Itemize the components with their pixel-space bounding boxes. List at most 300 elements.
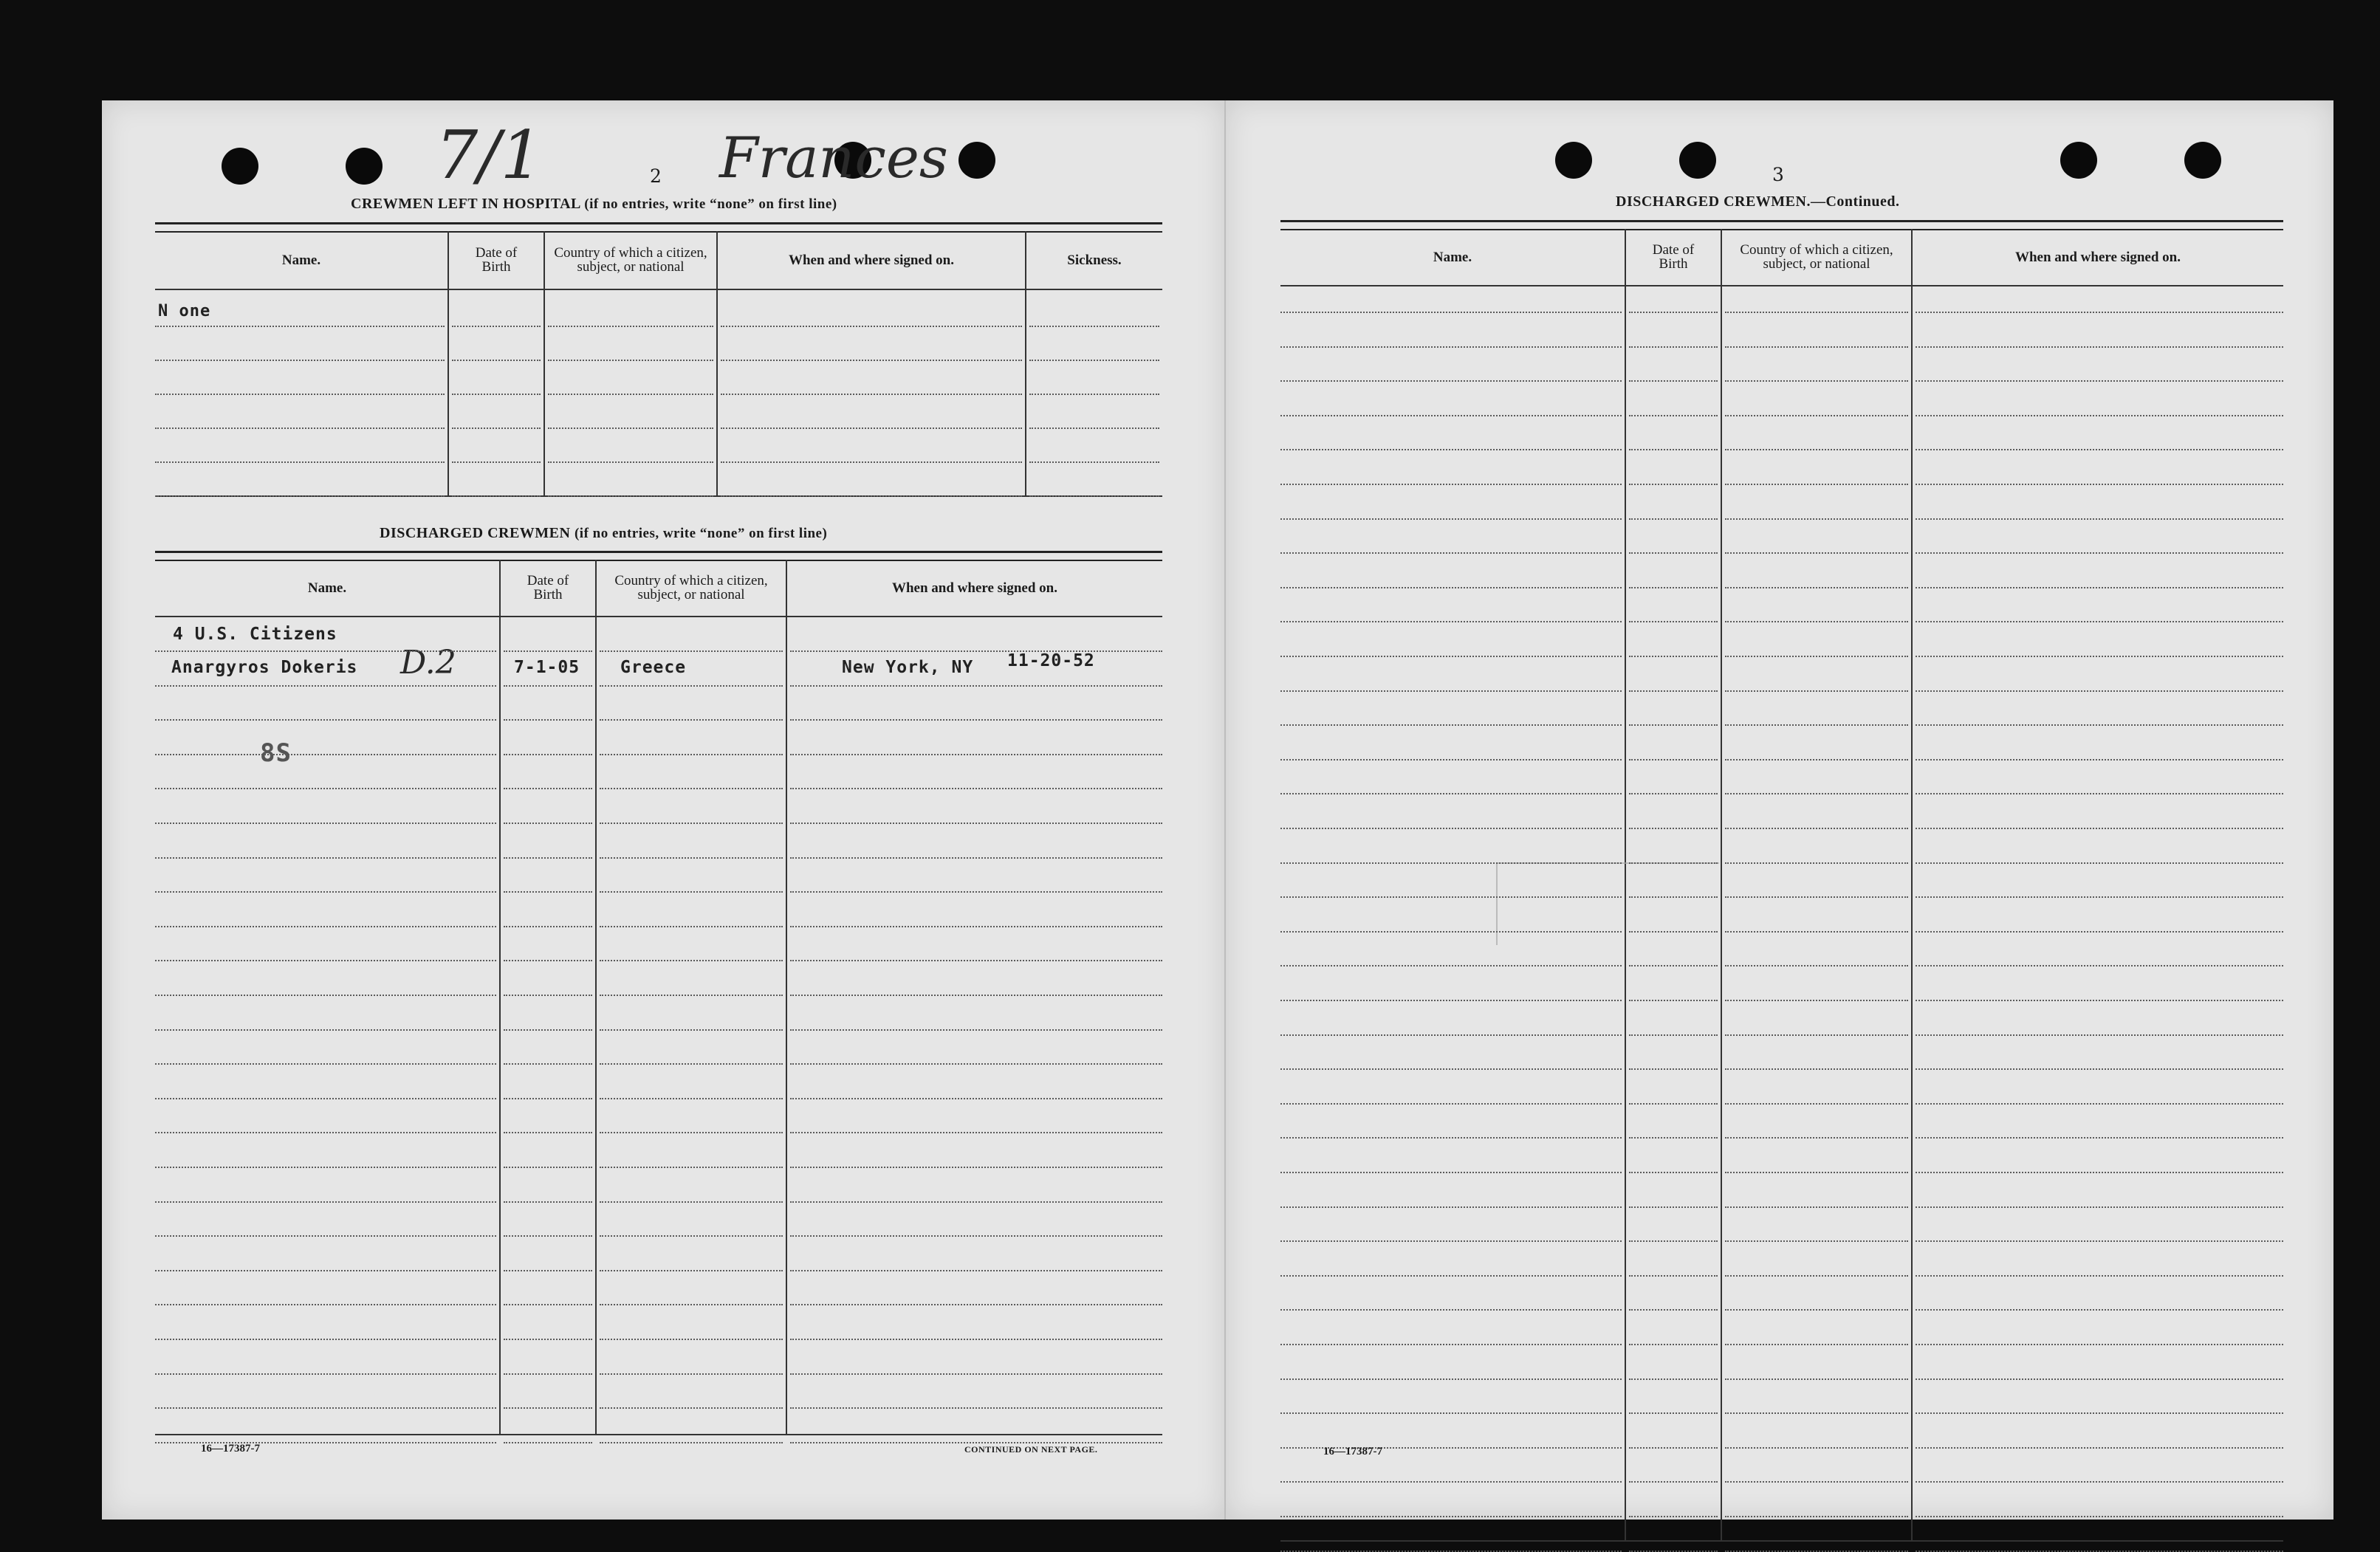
- dotted-entry-line: [1280, 1240, 1622, 1242]
- dotted-entry-line: [1280, 1172, 1622, 1173]
- dotted-entry-line: [1916, 690, 2283, 692]
- dotted-entry-line: [1916, 1481, 2283, 1483]
- dotted-entry-line: [504, 1373, 592, 1375]
- dotted-entry-line: [600, 754, 783, 755]
- dotted-entry-line: [1916, 759, 2283, 760]
- dotted-entry-line: [1280, 484, 1622, 485]
- dotted-entry-line: [1629, 346, 1718, 348]
- dotted-entry-line: [1280, 1516, 1622, 1517]
- dotted-entry-line: [1725, 1378, 1908, 1380]
- dotted-entry-line: [1629, 931, 1718, 933]
- dotted-entry-line: [1916, 312, 2283, 313]
- dotted-entry-line: [1916, 1068, 2283, 1070]
- header-signed-on: When and where signed on.: [2014, 249, 2181, 265]
- dotted-entry-line: [155, 1339, 496, 1340]
- form-number: 16—17387-7: [1323, 1446, 1382, 1457]
- dotted-entry-line: [1629, 1344, 1718, 1345]
- dotted-entry-line: [600, 1201, 783, 1203]
- dotted-entry-line: [790, 857, 1162, 859]
- dotted-entry-line: [504, 1167, 592, 1168]
- dotted-entry-line: [1725, 621, 1908, 622]
- dotted-entry-line: [1629, 1034, 1718, 1036]
- dotted-entry-line: [155, 891, 496, 893]
- crewman-country: Greece: [620, 658, 687, 677]
- dotted-entry-line: [155, 428, 445, 429]
- dotted-entry-line: [1916, 1172, 2283, 1173]
- dotted-entry-line: [1725, 1412, 1908, 1414]
- dotted-entry-line: [1725, 1240, 1908, 1242]
- dotted-entry-line: [1725, 1000, 1908, 1001]
- column-divider: [595, 560, 597, 1434]
- dotted-entry-line: [155, 1167, 496, 1168]
- dotted-entry-line: [1280, 724, 1622, 726]
- dotted-entry-line: [504, 891, 592, 893]
- dotted-entry-line: [1629, 449, 1718, 450]
- dotted-entry-line: [1280, 346, 1622, 348]
- dotted-entry-line: [600, 995, 783, 996]
- dotted-entry-line: [155, 1373, 496, 1375]
- column-divider: [716, 231, 718, 495]
- dotted-entry-line: [155, 1201, 496, 1203]
- discharged-title-text: DISCHARGED CREWMEN: [380, 525, 571, 541]
- dotted-entry-line: [504, 823, 592, 824]
- dotted-entry-line: [1629, 1206, 1718, 1208]
- dotted-entry-line: [1629, 1309, 1718, 1311]
- dotted-entry-line: [790, 650, 1162, 652]
- dotted-entry-line: [548, 461, 713, 463]
- dotted-entry-line: [790, 1373, 1162, 1375]
- dotted-entry-line: [1725, 312, 1908, 313]
- dotted-entry-line: [790, 1442, 1162, 1443]
- dotted-entry-line: [721, 326, 1022, 327]
- header-date-of-birth: Date of Birth: [475, 245, 518, 275]
- dotted-entry-line: [1725, 1447, 1908, 1449]
- dotted-entry-line: [1629, 552, 1718, 554]
- dotted-entry-line: [1916, 1378, 2283, 1380]
- dotted-entry-line: [1916, 449, 2283, 450]
- dotted-entry-line: [1725, 380, 1908, 382]
- page-number: 3: [1772, 164, 1784, 185]
- header-rule: [1280, 285, 2283, 286]
- dotted-entry-line: [600, 857, 783, 859]
- dotted-entry-line: [600, 1132, 783, 1133]
- dotted-entry-line: [1280, 552, 1622, 554]
- punch-hole: [2184, 142, 2221, 179]
- column-divider: [499, 560, 501, 1434]
- dotted-entry-line: [1916, 1309, 2283, 1311]
- dotted-entry-line: [1629, 690, 1718, 692]
- column-divider: [1721, 229, 1722, 1540]
- right-section-title: DISCHARGED CREWMEN.—Continued.: [1616, 193, 1900, 210]
- dotted-entry-line: [790, 1063, 1162, 1065]
- dotted-entry-line: [790, 1201, 1162, 1203]
- dotted-entry-line: [1916, 1103, 2283, 1105]
- column-divider: [786, 560, 787, 1434]
- dotted-entry-line: [1629, 965, 1718, 966]
- dotted-entry-line: [155, 960, 496, 961]
- dotted-entry-line: [1629, 793, 1718, 794]
- dotted-entry-line: [1916, 1412, 2283, 1414]
- left-page: [102, 100, 1224, 1520]
- dotted-entry-line: [1280, 1068, 1622, 1070]
- dotted-entry-line: [790, 1132, 1162, 1133]
- us-citizens-note: 4 U.S. Citizens: [173, 625, 337, 644]
- dotted-entry-line: [1725, 415, 1908, 416]
- dotted-entry-line: [1029, 461, 1159, 463]
- column-divider: [1911, 229, 1913, 1540]
- dotted-entry-line: [504, 1304, 592, 1305]
- handwritten-mark: 7/1: [436, 117, 543, 194]
- discharged-table: [155, 551, 1162, 1434]
- dotted-entry-line: [155, 1270, 496, 1271]
- dotted-entry-line: [504, 1132, 592, 1133]
- dotted-entry-line: [452, 326, 541, 327]
- dotted-entry-line: [1725, 1103, 1908, 1105]
- dotted-entry-line: [1725, 1344, 1908, 1345]
- dotted-entry-line: [600, 1442, 783, 1443]
- dotted-entry-line: [1725, 518, 1908, 520]
- header-country: Country of which a citizen, subject, or national: [554, 245, 707, 275]
- dotted-entry-line: [504, 1270, 592, 1271]
- right-page: [1224, 100, 2333, 1520]
- dotted-entry-line: [1280, 656, 1622, 657]
- dotted-entry-line: [504, 1098, 592, 1099]
- dotted-entry-line: [504, 995, 592, 996]
- dotted-entry-line: [1725, 656, 1908, 657]
- dotted-entry-line: [155, 1304, 496, 1305]
- crewman-signed-on-date: 11-20-52: [1007, 651, 1095, 670]
- dotted-entry-line: [1029, 394, 1159, 395]
- dotted-entry-line: [1029, 360, 1159, 361]
- dotted-entry-line: [504, 685, 592, 687]
- dotted-entry-line: [600, 1098, 783, 1099]
- hospital-title-text: CREWMEN LEFT IN HOSPITAL: [351, 196, 580, 212]
- header-country: Country of which a citizen, subject, or national: [1740, 242, 1893, 272]
- dotted-entry-line: [1916, 1275, 2283, 1277]
- hospital-entry: N one: [158, 302, 211, 320]
- header-name: Name.: [307, 580, 347, 596]
- dotted-entry-line: [1280, 1378, 1622, 1380]
- dotted-entry-line: [1280, 965, 1622, 966]
- dotted-entry-line: [1629, 415, 1718, 416]
- dotted-entry-line: [1916, 965, 2283, 966]
- dotted-entry-line: [1725, 1516, 1908, 1517]
- dotted-entry-line: [1280, 896, 1622, 898]
- dotted-entry-line: [600, 719, 783, 721]
- dotted-entry-line: [1280, 449, 1622, 450]
- punch-hole: [1679, 142, 1716, 179]
- dotted-entry-line: [600, 788, 783, 789]
- dotted-entry-line: [1916, 1137, 2283, 1139]
- dotted-entry-line: [1280, 518, 1622, 520]
- handwritten-name: Frances: [719, 125, 948, 190]
- dotted-entry-line: [1280, 1034, 1622, 1036]
- header-rule: [155, 289, 1162, 290]
- dotted-entry-line: [155, 461, 445, 463]
- header-rule: [155, 616, 1162, 617]
- dotted-entry-line: [1629, 1137, 1718, 1139]
- right-discharged-table: [1280, 220, 2283, 1540]
- dotted-entry-line: [1629, 621, 1718, 622]
- dotted-entry-line: [790, 926, 1162, 927]
- punch-hole: [958, 142, 995, 179]
- dotted-entry-line: [548, 394, 713, 395]
- dotted-entry-line: [504, 1407, 592, 1409]
- dotted-entry-line: [155, 1029, 496, 1031]
- dotted-entry-line: [155, 788, 496, 789]
- dotted-entry-line: [790, 1270, 1162, 1271]
- header-signed-on: When and where signed on.: [891, 580, 1057, 596]
- dotted-entry-line: [504, 754, 592, 755]
- dotted-entry-line: [155, 995, 496, 996]
- column-divider: [543, 231, 545, 495]
- header-country: Country of which a citizen, subject, or national: [614, 573, 768, 602]
- dotted-entry-line: [1916, 828, 2283, 829]
- dotted-entry-line: [1916, 862, 2283, 864]
- dotted-entry-line: [504, 1201, 592, 1203]
- dotted-entry-line: [155, 685, 496, 687]
- dotted-entry-line: [1280, 1103, 1622, 1105]
- dotted-entry-line: [1280, 1481, 1622, 1483]
- dotted-entry-line: [1029, 326, 1159, 327]
- dotted-entry-line: [1280, 621, 1622, 622]
- dotted-entry-line: [790, 1235, 1162, 1237]
- punch-hole: [222, 148, 258, 185]
- dotted-entry-line: [1725, 1309, 1908, 1311]
- dotted-entry-line: [600, 1235, 783, 1237]
- dotted-entry-line: [600, 1270, 783, 1271]
- dotted-entry-line: [1280, 1275, 1622, 1277]
- dotted-entry-line: [452, 360, 541, 361]
- dotted-entry-line: [1725, 1481, 1908, 1483]
- dotted-entry-line: [1629, 862, 1718, 864]
- dotted-entry-line: [600, 1407, 783, 1409]
- dotted-entry-line: [1629, 380, 1718, 382]
- dotted-entry-line: [1916, 621, 2283, 622]
- column-divider: [1025, 231, 1026, 495]
- dotted-entry-line: [721, 360, 1022, 361]
- dotted-entry-line: [1725, 449, 1908, 450]
- dotted-entry-line: [1029, 495, 1159, 497]
- form-number: 16—17387-7: [201, 1443, 260, 1455]
- dotted-entry-line: [504, 1063, 592, 1065]
- dotted-entry-line: [1916, 1344, 2283, 1345]
- dotted-entry-line: [155, 1235, 496, 1237]
- dotted-entry-line: [790, 685, 1162, 687]
- dotted-entry-line: [1916, 346, 2283, 348]
- dotted-entry-line: [790, 960, 1162, 961]
- dotted-entry-line: [504, 960, 592, 961]
- dotted-entry-line: [155, 326, 445, 327]
- dotted-entry-line: [155, 1132, 496, 1133]
- faint-stamp: [1496, 862, 1719, 945]
- dotted-entry-line: [1916, 656, 2283, 657]
- dotted-entry-line: [1629, 828, 1718, 829]
- dotted-entry-line: [1629, 518, 1718, 520]
- dotted-entry-line: [1725, 1034, 1908, 1036]
- dotted-entry-line: [790, 1407, 1162, 1409]
- dotted-entry-line: [1725, 690, 1908, 692]
- continued-note: CONTINUED ON NEXT PAGE.: [964, 1444, 1098, 1455]
- dotted-entry-line: [600, 823, 783, 824]
- punch-hole: [346, 148, 383, 185]
- dotted-entry-line: [600, 1304, 783, 1305]
- dotted-entry-line: [1280, 312, 1622, 313]
- dotted-entry-line: [452, 428, 541, 429]
- dotted-entry-line: [1280, 828, 1622, 829]
- dotted-entry-line: [1629, 1378, 1718, 1380]
- discharged-instruction: (if no entries, write “none” on first line): [574, 526, 828, 541]
- dotted-entry-line: [1916, 1516, 2283, 1517]
- dotted-entry-line: [1280, 1412, 1622, 1414]
- dotted-entry-line: [1725, 724, 1908, 726]
- dotted-entry-line: [721, 428, 1022, 429]
- punch-hole: [1555, 142, 1592, 179]
- dotted-entry-line: [155, 650, 496, 652]
- dotted-entry-line: [1629, 587, 1718, 588]
- dotted-entry-line: [1629, 896, 1718, 898]
- dotted-entry-line: [1725, 862, 1908, 864]
- dotted-entry-line: [1725, 1206, 1908, 1208]
- table-bottom-rule: [155, 1434, 1162, 1435]
- dotted-entry-line: [600, 1339, 783, 1340]
- discharged-section-title: [380, 525, 827, 542]
- dotted-entry-line: [1029, 428, 1159, 429]
- dotted-entry-line: [600, 1167, 783, 1168]
- dotted-entry-line: [1725, 759, 1908, 760]
- dotted-entry-line: [1629, 1275, 1718, 1277]
- dotted-entry-line: [1725, 484, 1908, 485]
- dotted-entry-line: [155, 1407, 496, 1409]
- dotted-entry-line: [504, 719, 592, 721]
- dotted-entry-line: [155, 360, 445, 361]
- dotted-entry-line: [1916, 1447, 2283, 1449]
- dotted-entry-line: [548, 360, 713, 361]
- dotted-entry-line: [790, 891, 1162, 893]
- dotted-entry-line: [790, 1304, 1162, 1305]
- dotted-entry-line: [1280, 380, 1622, 382]
- header-date-of-birth: Date of Birth: [1652, 242, 1695, 272]
- dotted-entry-line: [1916, 380, 2283, 382]
- dotted-entry-line: [1280, 1137, 1622, 1139]
- table-bottom-rule: [1280, 1540, 2283, 1542]
- dotted-entry-line: [600, 926, 783, 927]
- dotted-entry-line: [1280, 1309, 1622, 1311]
- dotted-entry-line: [155, 1098, 496, 1099]
- dotted-entry-line: [1629, 759, 1718, 760]
- dotted-entry-line: [790, 719, 1162, 721]
- crewman-signed-on-place: New York, NY: [842, 658, 974, 677]
- dotted-entry-line: [1280, 931, 1622, 933]
- dotted-entry-line: [1629, 1068, 1718, 1070]
- header-name: Name.: [281, 252, 321, 268]
- dotted-entry-line: [504, 1029, 592, 1031]
- dotted-entry-line: [548, 326, 713, 327]
- page-number: 2: [650, 165, 662, 187]
- dotted-entry-line: [1629, 312, 1718, 313]
- dotted-entry-line: [1725, 587, 1908, 588]
- dotted-entry-line: [155, 857, 496, 859]
- dotted-entry-line: [1629, 1172, 1718, 1173]
- header-sickness: Sickness.: [1067, 252, 1122, 268]
- dotted-entry-line: [600, 685, 783, 687]
- crewman-name: Anargyros Dokeris: [171, 658, 358, 677]
- dotted-entry-line: [155, 754, 496, 755]
- dotted-entry-line: [1280, 1344, 1622, 1345]
- punch-hole: [2060, 142, 2097, 179]
- dotted-entry-line: [504, 1442, 592, 1443]
- dotted-entry-line: [600, 891, 783, 893]
- dotted-entry-line: [1629, 1447, 1718, 1449]
- dotted-entry-line: [155, 823, 496, 824]
- dotted-entry-line: [790, 823, 1162, 824]
- dotted-entry-line: [1916, 552, 2283, 554]
- dotted-entry-line: [504, 926, 592, 927]
- dotted-entry-line: [721, 495, 1022, 497]
- dotted-entry-line: [504, 1339, 592, 1340]
- dotted-entry-line: [1725, 1068, 1908, 1070]
- dotted-entry-line: [1629, 484, 1718, 485]
- crewman-date-of-birth: 7-1-05: [514, 658, 580, 677]
- dotted-entry-line: [1725, 931, 1908, 933]
- dotted-entry-line: [1629, 1412, 1718, 1414]
- header-signed-on: When and where signed on.: [788, 252, 954, 268]
- dotted-entry-line: [504, 788, 592, 789]
- dotted-entry-line: [1629, 1103, 1718, 1105]
- dotted-entry-line: [790, 1167, 1162, 1168]
- dotted-entry-line: [1916, 1000, 2283, 1001]
- crewman-initials: D.2: [400, 644, 456, 681]
- dotted-entry-line: [155, 719, 496, 721]
- dotted-entry-line: [452, 495, 541, 497]
- dotted-entry-line: [1916, 896, 2283, 898]
- dotted-entry-line: [1725, 552, 1908, 554]
- dotted-entry-line: [548, 495, 713, 497]
- dotted-entry-line: [1916, 1034, 2283, 1036]
- dotted-entry-line: [1280, 862, 1622, 864]
- dotted-entry-line: [790, 1098, 1162, 1099]
- dotted-entry-line: [1629, 1000, 1718, 1001]
- dotted-entry-line: [1916, 518, 2283, 520]
- dotted-entry-line: [1725, 828, 1908, 829]
- dotted-entry-line: [155, 1063, 496, 1065]
- dotted-entry-line: [1916, 587, 2283, 588]
- dotted-entry-line: [600, 960, 783, 961]
- dotted-entry-line: [1725, 965, 1908, 966]
- dotted-entry-line: [504, 650, 592, 652]
- dotted-entry-line: [452, 394, 541, 395]
- dotted-entry-line: [1916, 1206, 2283, 1208]
- dotted-entry-line: [790, 788, 1162, 789]
- dotted-entry-line: [1916, 793, 2283, 794]
- dotted-entry-line: [1725, 1275, 1908, 1277]
- dotted-entry-line: [721, 461, 1022, 463]
- hospital-table: [155, 222, 1162, 495]
- dotted-entry-line: [1280, 793, 1622, 794]
- dotted-entry-line: [1280, 1000, 1622, 1001]
- dotted-entry-line: [1629, 1240, 1718, 1242]
- dotted-entry-line: [790, 1339, 1162, 1340]
- dotted-entry-line: [1916, 484, 2283, 485]
- dotted-entry-line: [600, 1373, 783, 1375]
- dotted-entry-line: [1280, 759, 1622, 760]
- dotted-entry-line: [1629, 724, 1718, 726]
- dotted-entry-line: [600, 650, 783, 652]
- dotted-entry-line: [1629, 656, 1718, 657]
- dotted-entry-line: [1916, 931, 2283, 933]
- dotted-entry-line: [721, 394, 1022, 395]
- dotted-entry-line: [1725, 1172, 1908, 1173]
